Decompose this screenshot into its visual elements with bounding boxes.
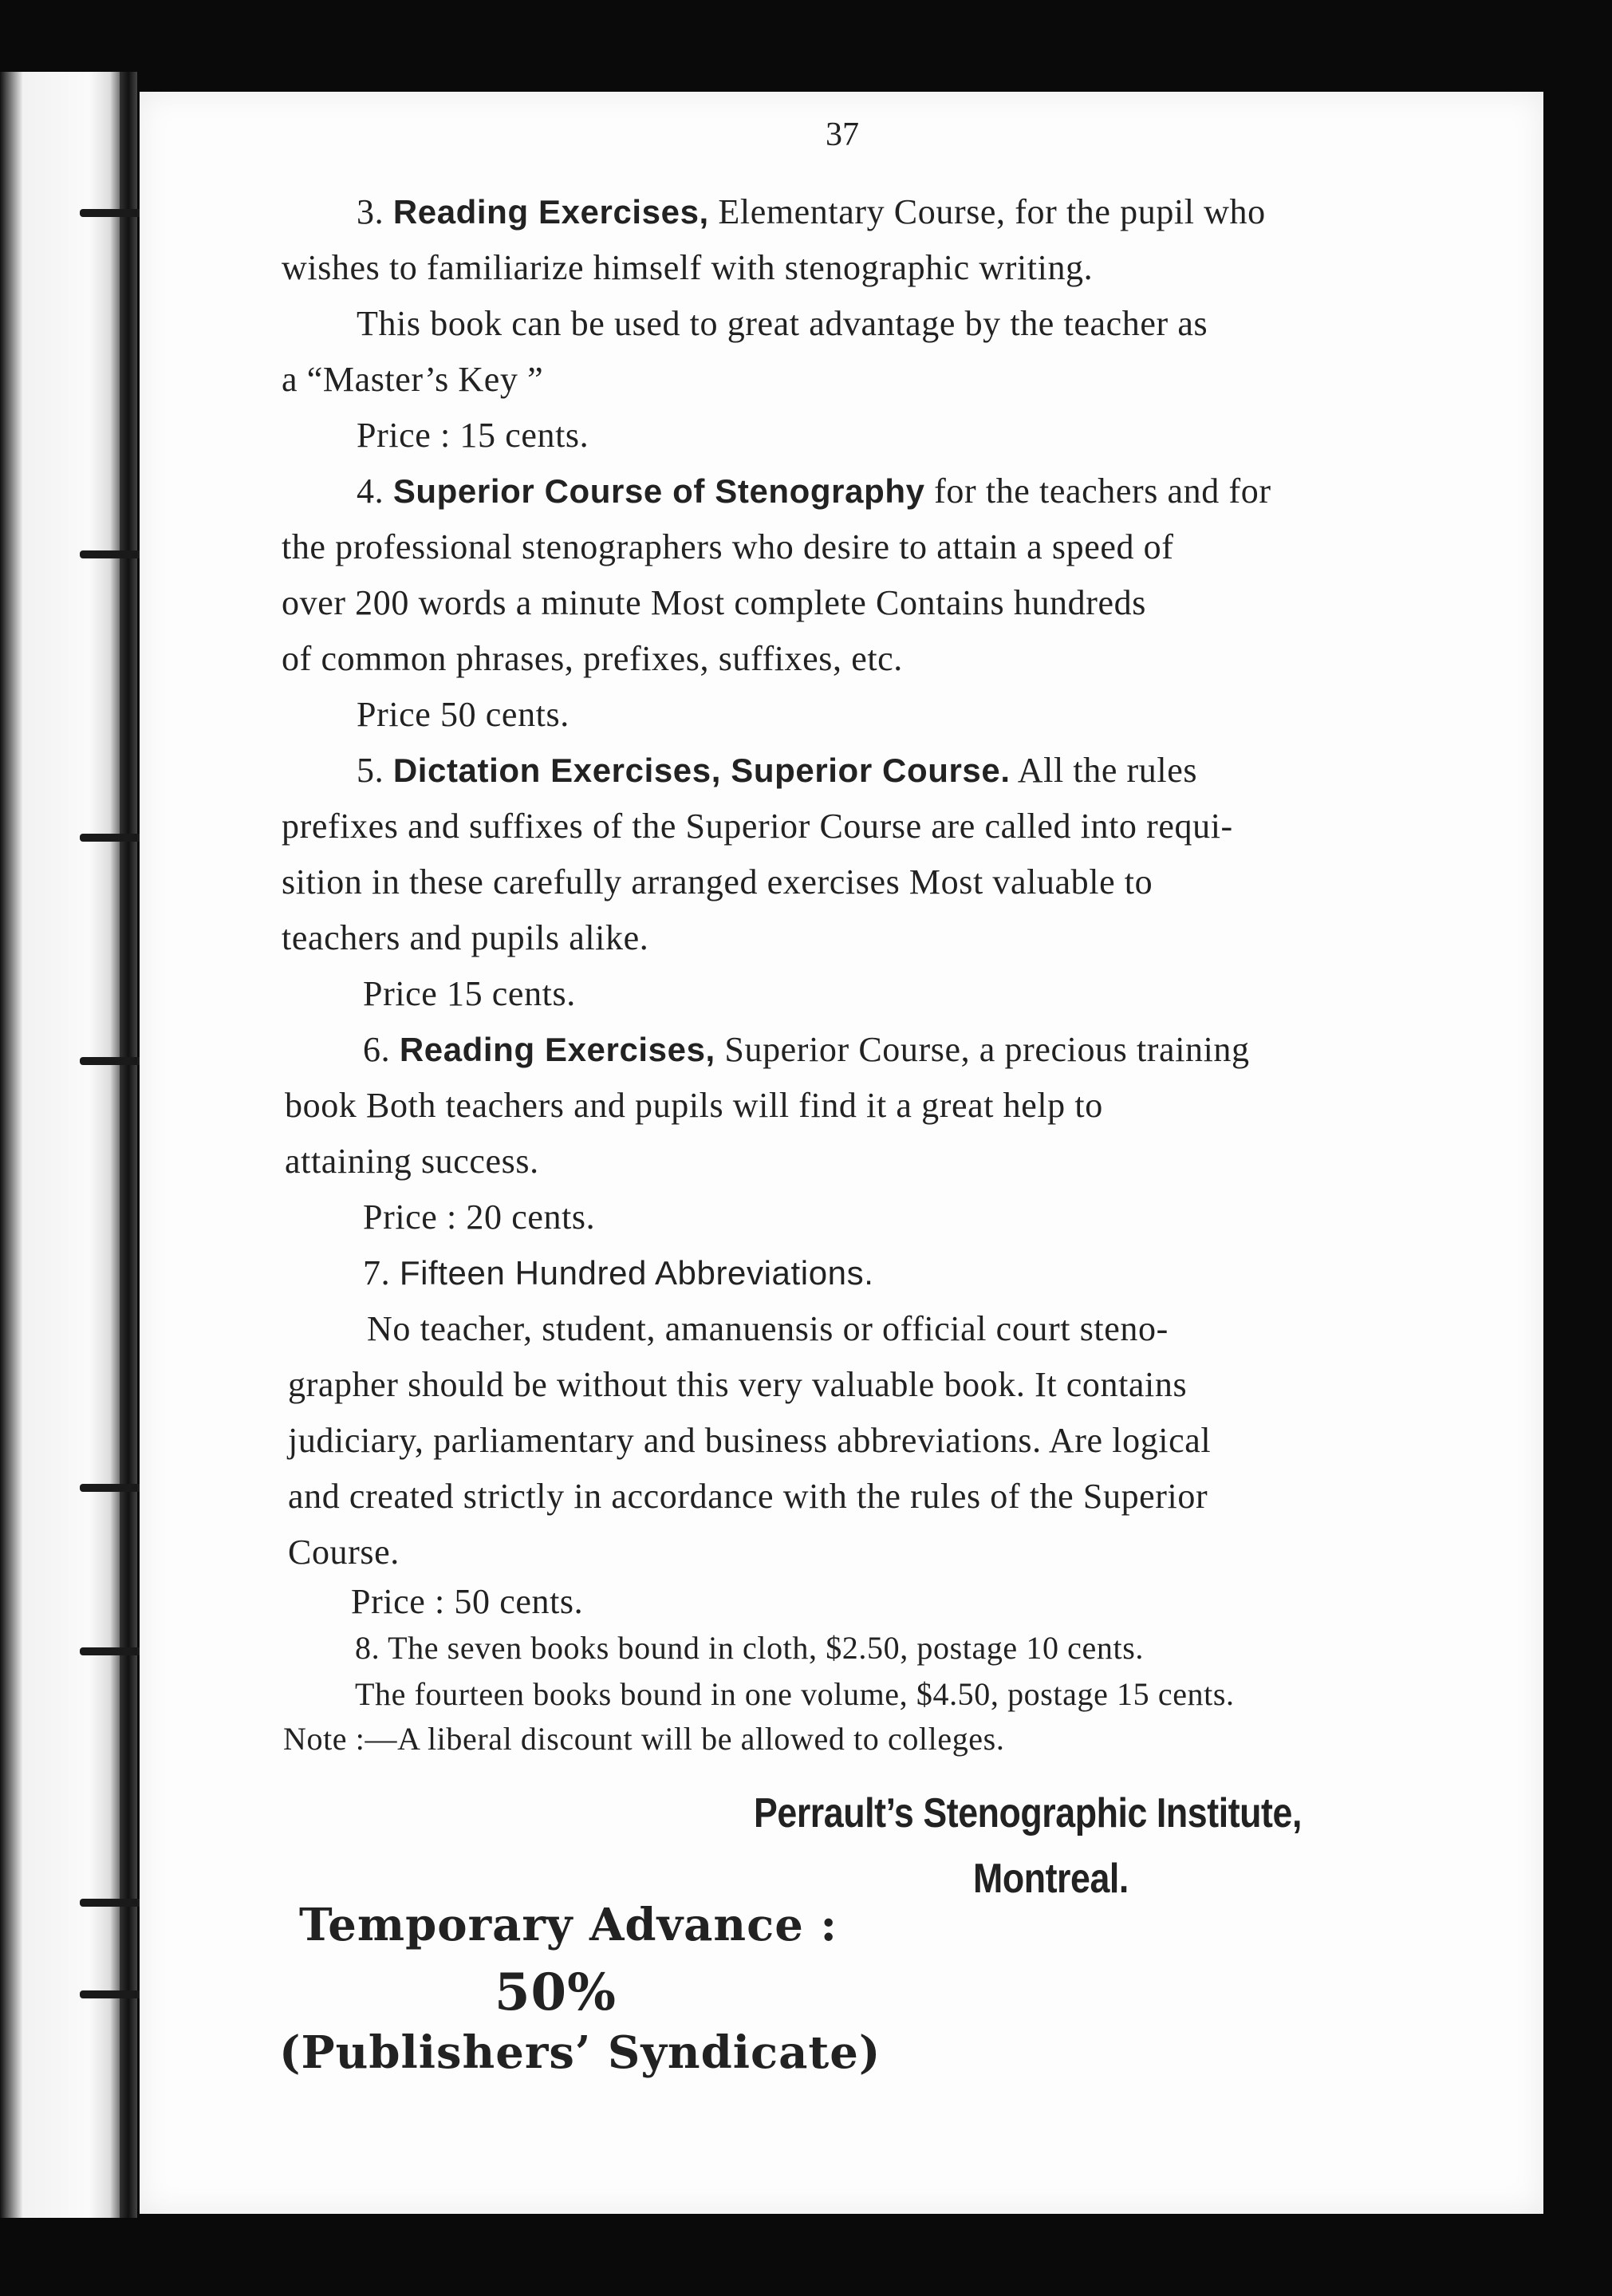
item-7-text: judiciary, parliamentary and business abbreviations. Are logical <box>288 1421 1212 1460</box>
item-7-text: No teacher, student, amanuensis or official court steno- <box>367 1309 1169 1348</box>
item-number: 6. <box>363 1030 391 1069</box>
item-3-note: a “Master’s Key ” <box>282 360 544 399</box>
item-number: 7. <box>363 1253 391 1292</box>
item-7-text: grapher should be without this very valuable book. It contains <box>288 1365 1188 1404</box>
publisher-city: Montreal. <box>973 1856 1129 1902</box>
item-4-heading <box>357 467 1612 516</box>
item-7-heading <box>363 1249 1612 1298</box>
item-title: Reading Exercises, <box>392 193 709 231</box>
item-4-price: Price 50 cents. <box>357 695 570 734</box>
item-5-heading <box>357 746 1612 795</box>
item-title: Reading Exercises, <box>399 1031 715 1068</box>
stamp-line-3: (Publishers’ Syndicate) <box>279 2026 881 2079</box>
item-6-text: attaining success. <box>285 1142 539 1181</box>
item-5-text: sition in these carefully arranged exercises Most valuable to <box>282 862 1153 901</box>
item-title: Superior Course of Stenography <box>392 472 925 510</box>
item-7-text: and created strictly in accordance with the rules of the Superior <box>288 1477 1208 1516</box>
binding-strip <box>0 72 128 2218</box>
item-4-text: over 200 words a minute Most complete Contains hundreds <box>282 583 1146 622</box>
item-text: All the rules <box>1010 751 1198 790</box>
bundle-line: 8. The seven books bound in cloth, $2.50, postage 10 cents. <box>355 1630 1144 1666</box>
item-number: 3. <box>357 192 384 231</box>
stamp-percent: 50% <box>495 1963 617 2022</box>
page-number: 37 <box>826 116 859 153</box>
stamp-line-1: Temporary Advance : <box>299 1899 838 1951</box>
item-4-text: the professional stenographers who desire to attain a speed of <box>282 527 1174 566</box>
item-text: Elementary Course, for the pupil who <box>708 192 1266 231</box>
document-page <box>140 92 1543 2214</box>
item-title: Dictation Exercises, Superior Course. <box>392 752 1011 789</box>
item-5-text: teachers and pupils alike. <box>282 918 649 957</box>
item-6-heading <box>363 1025 1612 1075</box>
item-6-text: book Both teachers and pupils will find it a great help to <box>285 1086 1103 1125</box>
item-title: Fifteen Hundred Abbreviations. <box>399 1254 874 1292</box>
item-3-price: Price : 15 cents. <box>357 416 589 455</box>
item-3-text: wishes to familiarize himself with stenographic writing. <box>282 248 1094 287</box>
bundle-line: The fourteen books bound in one volume, $4.50, postage 15 cents. <box>355 1676 1235 1712</box>
item-4-text: of common phrases, prefixes, suffixes, etc. <box>282 639 903 678</box>
publisher-name: Perrault’s Stenographic Institute, <box>754 1790 1302 1836</box>
item-6-price: Price : 20 cents. <box>363 1197 596 1237</box>
item-text: Superior Course, a precious training <box>715 1030 1250 1069</box>
note-line: Note :—A liberal discount will be allowed to colleges. <box>283 1721 1005 1757</box>
item-3-note: This book can be used to great advantage by the teacher as <box>357 304 1208 343</box>
item-7-text: Course. <box>288 1533 400 1572</box>
binding-spine <box>120 72 137 2218</box>
item-5-price: Price 15 cents. <box>363 974 576 1013</box>
item-number: 4. <box>357 471 384 511</box>
item-7-price: Price : 50 cents. <box>351 1582 584 1621</box>
item-number: 5. <box>357 751 384 790</box>
item-3-heading <box>140 187 1543 237</box>
item-text: for the teachers and for <box>924 471 1271 511</box>
item-5-text: prefixes and suffixes of the Superior Course are called into requi- <box>282 807 1233 846</box>
